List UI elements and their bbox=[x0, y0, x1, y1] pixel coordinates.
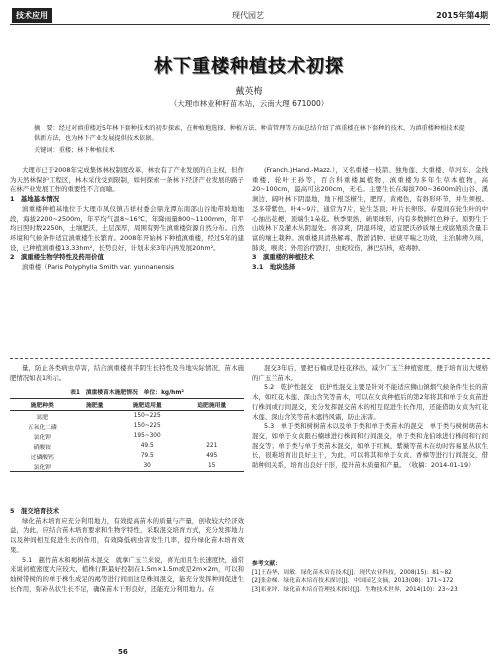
section-heading: 3 滇重楼的种植技术 bbox=[252, 253, 314, 262]
paragraph: 量，防止各类病虫草害，结合滇重楼喜半阴生长特性及当地实际情况，苗木施肥情况如表1所示。 bbox=[10, 364, 244, 382]
table-cell: 五氧化二磷 bbox=[27, 424, 57, 431]
paragraph: (Franch.)Hand.-Mazz.），又名重楼一枝箭、独角莲、大重楼、草河车、金线重楼、轮叶王孙等，百合科重楼属植物，滇重楼为多年生草本植物，高20~100cm，最高可达200cm，无毛。主要生长在海拔700~3600m的山谷、溪涧边、阔叶林下阴湿地，地下根茎横生，肥厚，黄褐色，有斜形环节，并生须根。茎多带紫色，叶4~9片，通常为7片，轮生茎顶；叶片长卵形。春夏间在轮生叶的中心抽出花梗，顶端生1朵花。秋季果熟，蒴果球形，内有多数鲜红色种子。原野生于山坡林下及灌木丛阴湿处。喜凉爽，阴湿环境，适宜肥沃砂质壤土或腐殖质含量丰富的壤土栽种。滇重楼具清热解毒、散淤消肿、祛痰平喘之功效，主治肺痨久咳，肺炎，喉炎；外用治疗跌打，虫蛇咬伤，淋巴结核，疮毒肿。 bbox=[252, 166, 488, 252]
table-cell: 氮肥 bbox=[36, 414, 49, 421]
paragraph: 5.2 乾护性混交 庇护性混交主要是针对不能适应狮山镇烟气候条件生长的苗木，如红花木莲、深山含笑等苗木，可以在女贞种植后的第2年将其和单于女贞苗进行株间或行间混交，充分发挥混交苗木的相互促进生长作用，还能借助女贞为红花木莲、深山含笑等苗木遮挡风霜，防止冻害。 bbox=[252, 383, 488, 421]
table-header-cell: 施肥种类 bbox=[10, 399, 75, 411]
table-cell: 495 bbox=[206, 453, 218, 459]
section-label: 技术应用 bbox=[12, 8, 52, 23]
table-cell: 30 bbox=[115, 461, 180, 472]
paragraph: 5.3 单于类和树树苗木以及单于类和单于类苗木的混交 单于类与树树萌苗木混交，如单于女贞跟石楠球进行株间和行间混交，单于类和龙伯球进行株间和行间混交等；单于类与单于类苗木混交，如单于红枫、紫薇等苗木在幼时容易显丛状生长，很难培育出良好主干，为此，可以将其和单于女贞、香樟等进行行间混交，借助种间关系，培育出良好干形，提升苗木质量和产量。 （收稿：2014-01-19） bbox=[252, 422, 488, 470]
table-cell bbox=[179, 411, 244, 422]
table-cell: 氯化钾 bbox=[10, 461, 75, 472]
left-column-top bbox=[10, 166, 244, 273]
table-cell: 150~225 bbox=[133, 423, 161, 429]
table-cell bbox=[75, 431, 115, 441]
table-cell: 过磷酸钙 bbox=[30, 454, 54, 461]
article-author: 戴英梅 bbox=[235, 87, 263, 97]
reference-item: [2]张金梯．绿化苗木培育技术探讨[J]．中国园艺文摘，2013(08)：171~172 bbox=[252, 578, 454, 584]
table-cell: 硝酸铵 bbox=[33, 444, 51, 451]
table-cell bbox=[75, 461, 115, 472]
paragraph: 绿化苗木培育应充分利用地力，有效提高苗木的质量与产量，创收较大经济效益，为此，应结合苗木培育要求和生物学特性，采取混交培育方式，充分发挥地力以及种间相互促进生长的作用，有效降低病虫害发生几率，提升绿化苗木培育效果。 bbox=[10, 516, 244, 554]
table-row bbox=[10, 421, 244, 431]
left-column-bottom bbox=[10, 507, 244, 594]
page-header bbox=[10, 8, 490, 25]
table-cell bbox=[179, 431, 244, 441]
table-row bbox=[10, 461, 244, 472]
table-row bbox=[10, 431, 244, 441]
issue-label: 2015年第4期 bbox=[436, 11, 488, 20]
table-caption: 表1 滇重楼苗木施肥情况 单位：kg/hm² bbox=[70, 390, 184, 396]
table-cell: 49.5 bbox=[140, 443, 154, 449]
paragraph: 5.1 慈竹苗木和褐树苗木混交 就拿广玉兰来说，喜光而且生长速度快，通常来说初植密度大应较大，植株行距最好控制在1.5m×1.5m或是2m×2m，可以和灿树带树的的单于株生成足的褐等进行间而这是株间混交，能充分发挥种间促进生长作用，弥补丛状生长不足，确保苗木干形良好，还能充分利用地力。在 bbox=[10, 555, 244, 593]
article-keywords: 关键词：重楼；林下种植技术 bbox=[34, 147, 115, 154]
table-cell: 79.5 bbox=[140, 453, 154, 459]
article-title: 林下重楼种植技术初探 bbox=[154, 56, 344, 77]
table-row bbox=[10, 451, 244, 461]
table-header-cell: 追肥施用量 bbox=[179, 399, 244, 411]
section-heading: 1 基地基本情况 bbox=[10, 195, 60, 204]
reference-item: [3]邓亚坪．绿化苗木培育管理技术探讨[J]．生物技术世界，2014(10)：23~23 bbox=[252, 586, 458, 593]
table-cell bbox=[75, 421, 115, 431]
paragraph: 大理市已于2008年完成集体林权制度改革，林农有了产业发展的自主权，但作为天然林保护工程区，林木采伐受到限制，如何探索一条林下经济产业发展的路子在林产业发展工作的重要性不言而喻。 bbox=[10, 166, 244, 194]
section-heading: 2 滇重楼生物学特性及药用价值 bbox=[10, 253, 104, 262]
table-cell: 150~225 bbox=[133, 413, 161, 419]
section-heading: 5 混交培育技术 bbox=[10, 507, 60, 515]
article-abstract: 摘 要：经过对滇重楼近5年林下套种技术的初步探索，在种植地选择、种植方法、种苗管理等方面总结介绍了滇重楼在林下套种的技术，为滇重楼种植技术提供新方法，也为林下产业发展提供技术依据。 bbox=[34, 125, 465, 142]
table-row bbox=[10, 411, 244, 422]
table-row bbox=[10, 441, 244, 451]
left-column-middle bbox=[10, 364, 244, 383]
table-cell: 氯化钾 bbox=[33, 434, 51, 441]
fertilizer-table bbox=[10, 387, 244, 472]
paragraph: 滇重楼种植基地位于大理市凤仪镇吉祥村委会鼎龙潭东南部山谷地带坡地地段，海拔2200~2500m，年平均气温8~16℃，年降雨量800~1100mm，年平均日照时数2250h，土壤肥沃，土层深厚，周围有野生滇重楼资源自然分布。自然环境和气候条件适宜滇重楼生长繁育。2008年开始林下种植滇重楼，经过5年的建设，已种植滇重楼13.33hm²，长势良好，计划未来3年内再发展20hm²。 bbox=[10, 204, 244, 252]
article-affiliation: （大理市林业种籽苗木站，云南大理 671000） bbox=[169, 99, 329, 108]
page-number: 56 bbox=[118, 648, 128, 656]
right-column-bottom bbox=[252, 364, 488, 471]
references-heading: 参考文献： bbox=[252, 561, 281, 567]
section-heading: 3.1 地块选择 bbox=[252, 263, 296, 272]
table-cell: 221 bbox=[206, 443, 218, 449]
column-divider bbox=[10, 358, 490, 359]
table-header-row bbox=[10, 399, 244, 411]
paragraph: 滇重楼（Paris Polyphylla Smith var. yunnanensis bbox=[22, 263, 175, 272]
table-cell: 195~300 bbox=[133, 433, 161, 439]
table-cell: 15 bbox=[179, 461, 244, 472]
table-cell bbox=[75, 411, 115, 422]
right-column-top bbox=[252, 166, 488, 273]
paragraph: 混交3年后，要把石楠或是桂花移出，减少广玉兰种植密度，便于培育出大规格的广玉兰苗木。 bbox=[252, 364, 488, 382]
table-header-cell: 施肥量 bbox=[75, 399, 115, 411]
table-cell bbox=[75, 441, 115, 451]
journal-name: 现代园艺 bbox=[232, 11, 264, 20]
references bbox=[252, 560, 488, 594]
reference-item: [1]王春华，周敏．绿化苗木培育技术[J]．现代农业科技，2008(15)：81~82 bbox=[252, 569, 452, 576]
table-cell bbox=[179, 421, 244, 431]
table-header-cell: 施肥适用量 bbox=[115, 399, 180, 411]
table-cell bbox=[75, 451, 115, 461]
